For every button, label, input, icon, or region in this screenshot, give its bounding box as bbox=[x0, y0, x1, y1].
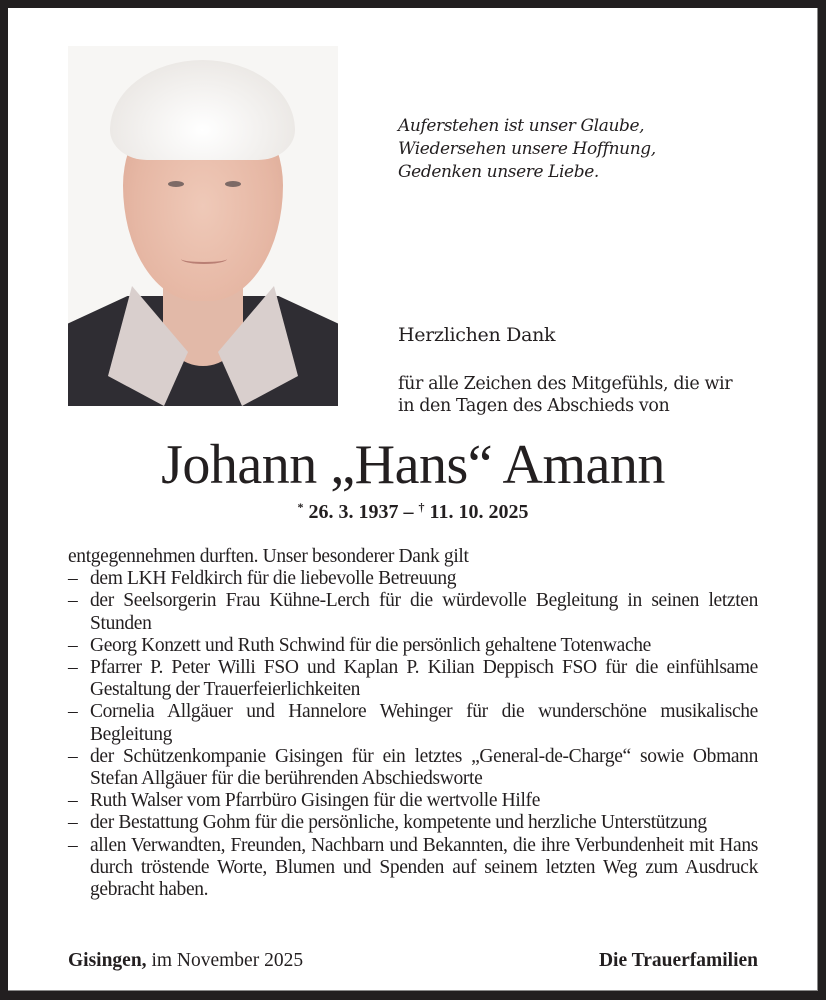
death-date: 11. 10. 2025 bbox=[429, 501, 529, 523]
place: Gisingen, bbox=[68, 950, 147, 971]
birth-date: 26. 3. 1937 bbox=[308, 501, 399, 523]
photo-mouth bbox=[181, 254, 227, 264]
dash-bullet-icon: – bbox=[68, 834, 78, 856]
thanks-lead: entgegennehmen durften. Unser besonderer Dank gilt bbox=[68, 546, 469, 567]
list-item: – Cornelia Allgäuer und Hannelore Wehinger für die wunderschöne musikalische Begleitung bbox=[68, 701, 758, 745]
thanks-list bbox=[68, 568, 758, 901]
motto-line: Auferstehen ist unser Glaube, bbox=[398, 116, 645, 136]
list-item: – der Seelsorgerin Frau Kühne-Lerch für die würdevolle Begleitung in seinen letzten Stunden bbox=[68, 590, 758, 634]
dash-bullet-icon: – bbox=[68, 590, 78, 612]
date-separator: – bbox=[398, 501, 419, 523]
photo-hair bbox=[110, 60, 295, 160]
dash-bullet-icon: – bbox=[68, 812, 78, 834]
death-cross-icon: † bbox=[418, 500, 425, 514]
dash-bullet-icon: – bbox=[68, 634, 78, 656]
place-date bbox=[68, 950, 303, 972]
date: im November 2025 bbox=[146, 950, 304, 971]
photo-eye-left bbox=[168, 181, 184, 187]
thanks-intro-line: in den Tagen des Abschieds von bbox=[398, 396, 670, 416]
birth-star-icon: * bbox=[297, 500, 304, 514]
dash-bullet-icon: – bbox=[68, 745, 78, 767]
motto-line: Gedenken unsere Liebe. bbox=[398, 162, 599, 182]
dash-bullet-icon: – bbox=[68, 790, 78, 812]
life-dates bbox=[8, 500, 818, 524]
signature: Die Trauerfamilien bbox=[598, 950, 758, 971]
list-item: – Georg Konzett und Ruth Schwind für die persönlich gehaltene Totenwache bbox=[68, 634, 651, 656]
thanks-body bbox=[68, 546, 758, 901]
dash-bullet-icon: – bbox=[68, 701, 78, 723]
dash-bullet-icon: – bbox=[68, 568, 78, 590]
list-item: – der Schützenkompanie Gisingen für ein letztes „General-de-Charge“ sowie Obmann Stefan Allgäuer für die berührenden Abschiedsworte bbox=[68, 745, 758, 790]
dash-bullet-icon: – bbox=[68, 657, 78, 679]
thanks-intro bbox=[398, 373, 732, 417]
obituary-notice bbox=[8, 8, 818, 991]
list-item: – dem LKH Feldkirch für die liebevolle Betreuung bbox=[68, 568, 457, 590]
motto-verse bbox=[398, 115, 656, 184]
thanks-intro-line: für alle Zeichen des Mitgefühls, die wir bbox=[398, 374, 733, 394]
portrait-photo bbox=[68, 46, 338, 406]
thanks-heading: Herzlichen Dank bbox=[398, 324, 556, 346]
list-item: – der Bestattung Gohm für die persönliche, kompetente und herzliche Unterstützung bbox=[68, 812, 707, 834]
motto-line: Wiedersehen unsere Hoffnung, bbox=[398, 139, 656, 159]
notice-footer bbox=[68, 950, 758, 972]
photo-eye-right bbox=[225, 181, 241, 187]
list-item: – Ruth Walser vom Pfarrbüro Gisingen für die wertvolle Hilfe bbox=[68, 790, 540, 812]
list-item: – allen Verwandten, Freunden, Nachbarn und Bekannten, die ihre Verbundenheit mit Hans durch tröstende Worte, Blumen und Spenden auf seinem letzten Weg zum Ausdruck gebracht haben. bbox=[68, 834, 758, 901]
deceased-name: Johann „Hans“ Amann bbox=[161, 434, 665, 496]
list-item: – Pfarrer P. Peter Willi FSO und Kaplan P. Kilian Deppisch FSO für die einfühlsame Gestaltung der Trauerfeierlichkeiten bbox=[68, 657, 758, 701]
